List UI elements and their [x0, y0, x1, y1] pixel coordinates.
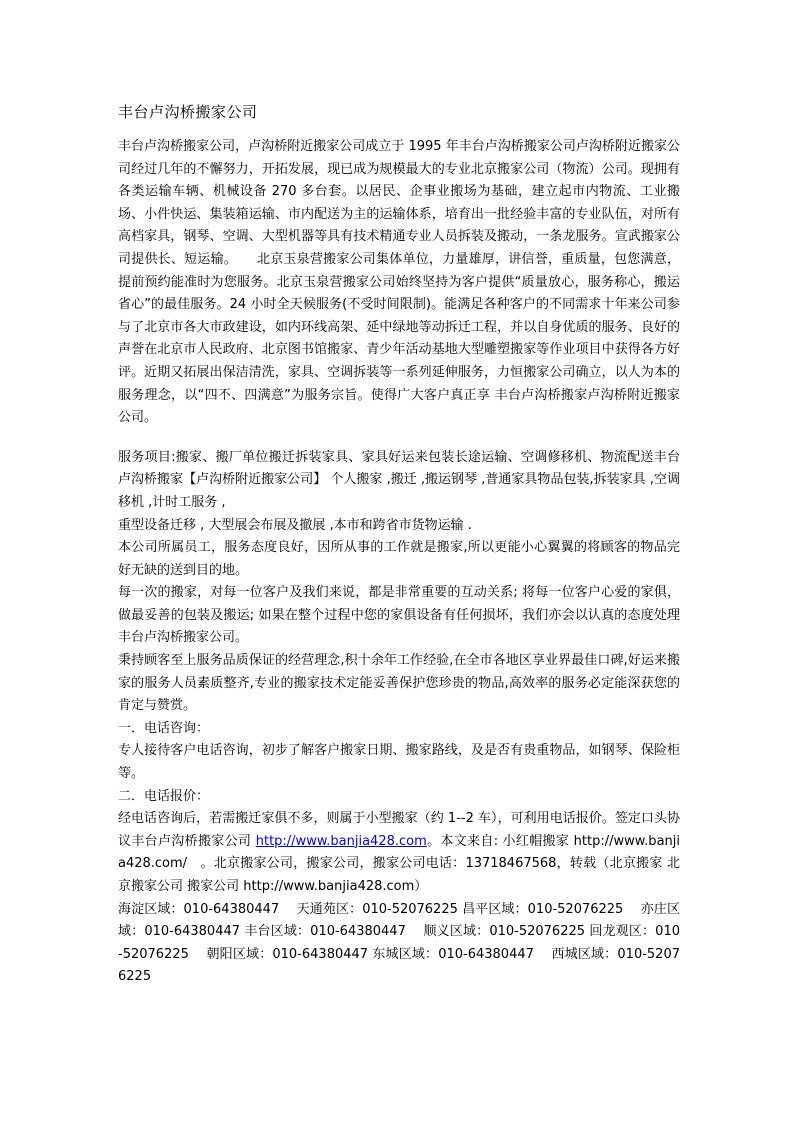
services-paragraph: 服务项目:搬家、搬厂单位搬迁拆装家具、家具好运来包装长途运输、空调修移机、物流配送丰台卢沟桥搬家【卢沟桥附近搬家公司】 个人搬家 ,搬迁 ,搬运钢琴 ,普通家具物品包装,拆装家具 ,空调移机 ,计时工服务 , — [118, 449, 680, 510]
quote-text: 经电话咨询后，若需搬迁家俱不多，则属于小型搬家（约 1--2 车），可利用电话报价。签定口头协议丰台卢沟桥搬家公司 — [118, 811, 680, 849]
philosophy-paragraph: 秉持顾客至上服务品质保证的经营理念,积十余年工作经验,在全市各地区享业界最佳口碑,好运来搬家的服务人员素质整齐,专业的搬家技术定能妥善保护您珍贵的物品,高效率的服务必定能深获您的肯定与赞赏。 — [118, 653, 680, 714]
document-body — [118, 102, 680, 989]
website-link[interactable]: http://www.banjia428.com — [255, 833, 427, 849]
each-move-paragraph: 每一次的搬家，对每一位客户及我们来说，都是非常重要的互动关系; 将每一位客户心爱的家俱，做最妥善的包装及搬运; 如果在整个过程中您的家俱设备有任何损坏，我们亦会以认真的态度处理丰台卢沟桥搬家公司。 — [118, 585, 680, 646]
intro-paragraph: 丰台卢沟桥搬家公司，卢沟桥附近搬家公司成立于 1995 年丰台卢沟桥搬家公司卢沟桥附近搬家公司经过几年的不懈努力，开拓发展，现已成为规模最大的专业北京搬家公司（物流）公司。现拥有各类运输车辆、机械设备 270 多台套。以居民、企事业搬场为基础，建立起市内物流、工业搬场、小件快运、集装箱运输、市内配送为主的运输体系，培育出一批经验丰富的专业队伍，对所有高档家具，钢琴、空调、大型机器等具有技术精通专业人员拆装及搬动，一条龙服务。宣武搬家公司提供长、短运输。 北京玉泉营搬家公司集体单位，力量雄厚，讲信誉，重质量，包您满意，提前预约能准时为您服务。北京玉泉营搬家公司始终坚持为客户提供“质量放心，服务称心，搬运省心”的最佳服务。24 小时全天候服务(不受时间限制)。能满足各种客户的不同需求十年来公司参与了北京市各大市政建设，如内环线高架、延中绿地等动拆迁工程，并以自身优质的服务、良好的声誉在北京市人民政府、北京图书馆搬家、青少年活动基地大型雕塑搬家等作业项目中获得各方好评。近期又拓展出保洁清洗，家具、空调拆装等一系列延伸服务，力恒搬家公司确立，以人为本的服务理念，以“四不、四满意”为服务宗旨。使得广大客户真正享 丰台卢沟桥搬家卢沟桥附近搬家公司。 — [118, 139, 680, 426]
staff-paragraph: 本公司所属员工，服务态度良好，因所从事的工作就是搬家,所以更能小心翼翼的将顾客的物品完好无缺的送到目的地。 — [118, 540, 680, 578]
section-heading-phone-quote: 二．电话报价： — [118, 788, 210, 804]
phone-quote-paragraph — [118, 808, 680, 898]
section-heading-phone-consult: 一．电话咨询： — [118, 720, 210, 736]
document-title: 丰台卢沟桥搬家公司 — [118, 103, 258, 121]
quote-text-cont: 。本文来自: 小红帽搬家 http://www.banjia428.com/ 。北京搬家公司，搬家公司，搬家公司电话：13718467568，转载（北京搬家 北京搬家公司 搬家公司 http://www.banjia428.com） — [118, 833, 680, 894]
district-phone-list: 海淀区域：010-64380447 天通苑区：010-52076225 昌平区域：010-52076225 亦庄区域：010-64380447 丰台区域：010-64380447 顺义区域：010-52076225 回龙观区：010-52076225 朝阳区域：010-64380447 东城区域：010-64380447 西城区域：010-52076225 — [118, 901, 680, 985]
paragraph-gap — [118, 430, 680, 447]
services-paragraph-cont: 重型设备迁移 , 大型展会布展及撤展 ,本市和跨省市货物运输 . — [118, 517, 472, 533]
phone-consult-paragraph: 专人接待客户电话咨询，初步了解客户搬家日期、搬家路线，及是否有贵重物品，如钢琴、保险柜等。 — [118, 743, 680, 782]
